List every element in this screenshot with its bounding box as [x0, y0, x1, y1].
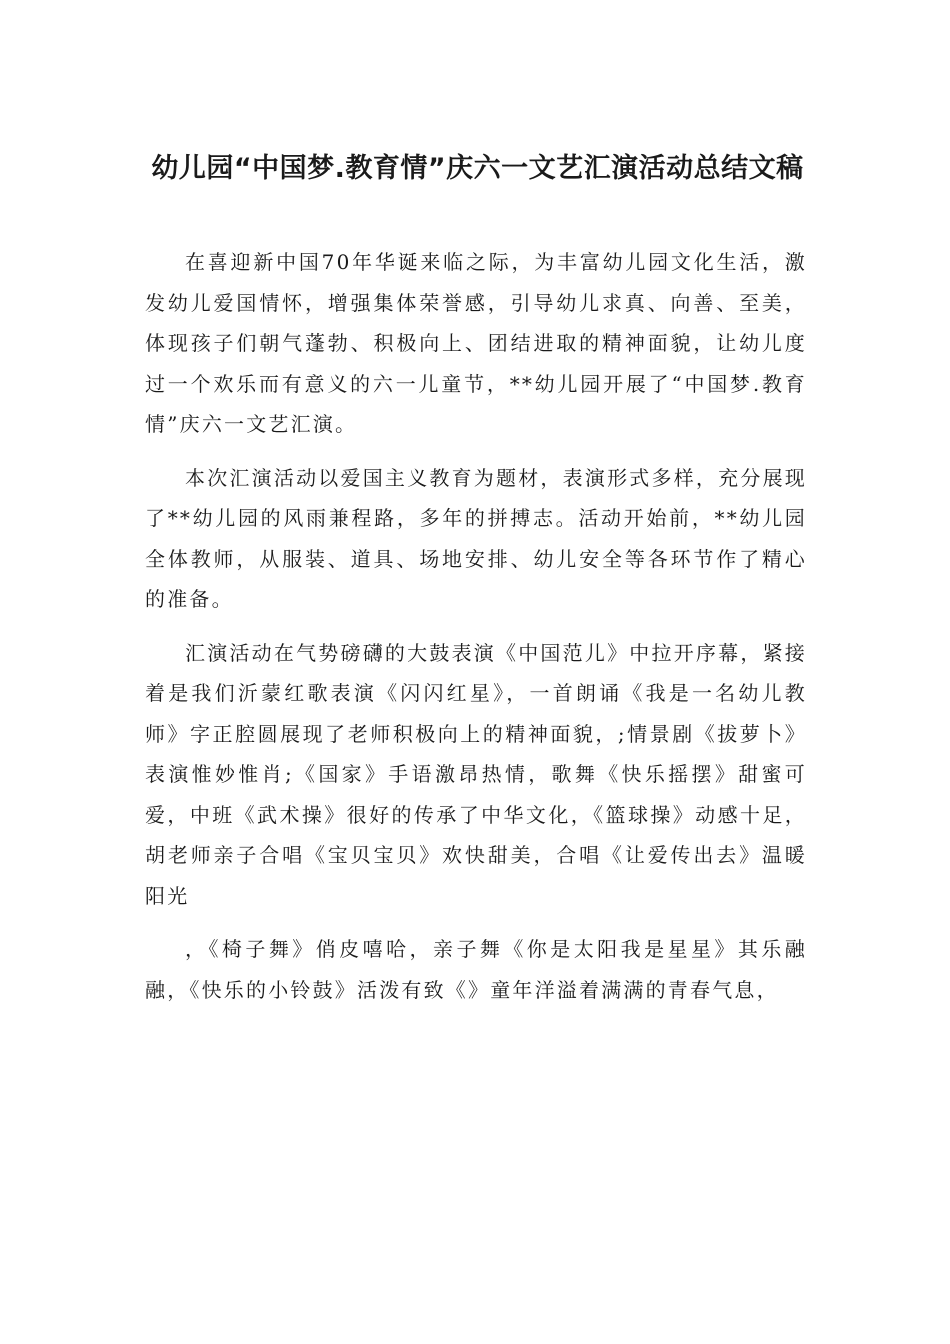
paragraph-4: ，《椅子舞》俏皮嘻哈，亲子舞《你是太阳我是星星》其乐融融，《快乐的小铃鼓》活泼有致《》童年洋溢着满满的青春气息，: [145, 937, 807, 1002]
paragraph-3: 汇演活动在气势磅礴的大鼓表演《中国范儿》中拉开序幕，紧接着是我们沂蒙红歌表演《闪闪红星》，一首朗诵《我是一名幼儿教师》字正腔圆展现了老师积极向上的精神面貌，;情景剧《拔萝卜》表演惟妙惟肖;《国家》手语激昂热情，歌舞《快乐摇摆》甜蜜可爱，中班《武术操》很好的传承了中华文化，《篮球操》动感十足，胡老师亲子合唱《宝贝宝贝》欢快甜美，合唱《让爱传出去》温暖阳光: [145, 640, 807, 908]
paragraph-2: 本次汇演活动以爱国主义教育为题材，表演形式多样，充分展现了**幼儿园的风雨兼程路，多年的拼搏志。活动开始前，**幼儿园全体教师，从服装、道具、场地安排、幼儿安全等各环节作了精心的准备。: [145, 465, 807, 611]
document-title: 幼儿园“中国梦.教育情”庆六一文艺汇演活动总结文稿: [151, 153, 804, 185]
document-body: [145, 242, 807, 1023]
paragraph-1: 在喜迎新中国70年华诞来临之际，为丰富幼儿园文化生活，激发幼儿爱国情怀，增强集体荣誉感，引导幼儿求真、向善、至美，体现孩子们朝气蓬勃、积极向上、团结进取的精神面貌，让幼儿度过一个欢乐而有意义的六一儿童节，**幼儿园开展了“中国梦.教育情”庆六一文艺汇演。: [145, 250, 807, 436]
